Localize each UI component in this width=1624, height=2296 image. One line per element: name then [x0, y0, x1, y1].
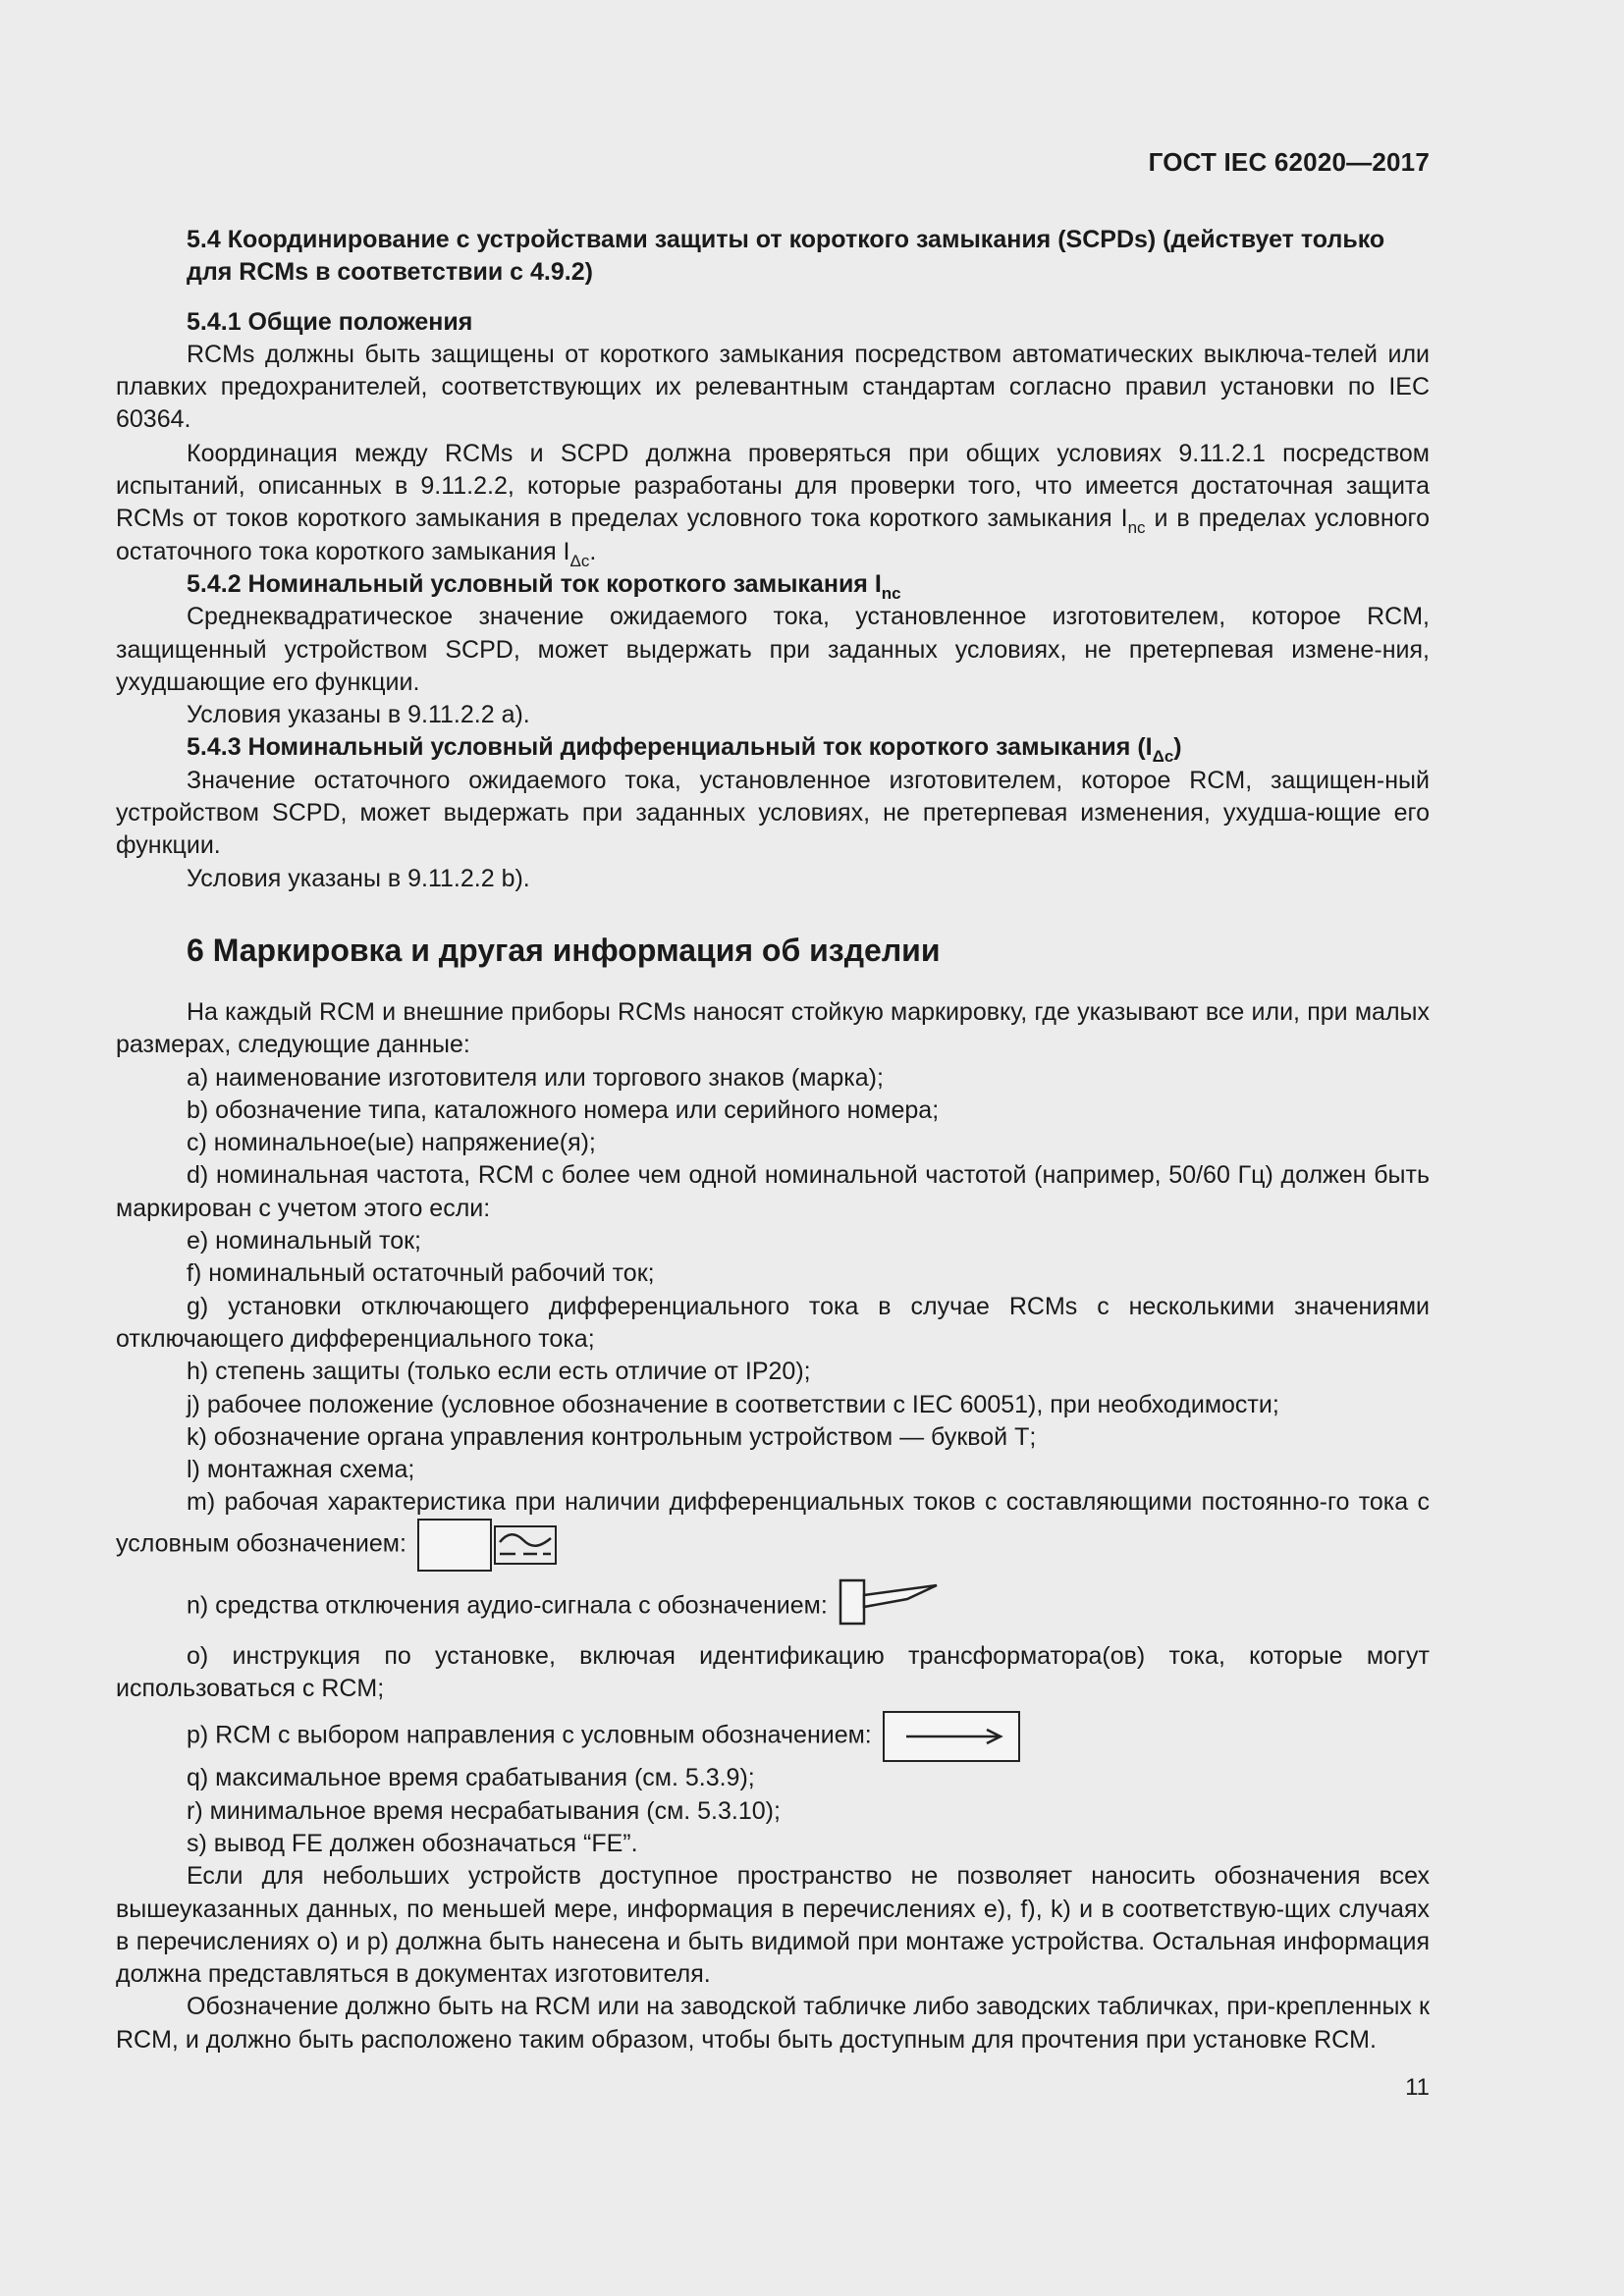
page-number: 11 — [1405, 2074, 1430, 2101]
section-5-4-1-para-2: Координация между RCMs и SCPD должна проверяться при общих условиях 9.11.2.1 посредством испытаний, описанных в 9.11.2.2, которые разработаны для проверки того, что имеется достаточная защита RCMs от токов короткого замыкания в пределах условного тока короткого замыкания $I_{nc}$ и в пределах условного остаточного тока короткого замыкания $I_{\Delta c}$. — [116, 439, 1431, 570]
section-5-4-1-title: 5.4.1 Общие положения — [187, 307, 473, 336]
list-item-p: p) RCM с выбором направления с условным обозначением: — [116, 1711, 1430, 1762]
section-5-4-2-para-1: Среднеквадратическое значение ожидаемого тока, установленное изготовителем, которое RCM, защищенный устройством SCPD, может выдержать при заданных условиях, не претерпевая измене-ния, ухудшающие его функции. — [116, 603, 1430, 696]
direction-arrow-symbol-icon — [883, 1711, 1020, 1762]
list-item-b: b) обозначение типа, каталожного номера или серийного номера; — [187, 1095, 940, 1124]
dc-component-symbol-icon — [417, 1519, 492, 1572]
section-5-4-2-para-2: Условия указаны в 9.11.2.2 а). — [187, 701, 530, 729]
list-item-g: g) установки отключающего дифференциального тока в случае RCMs с несколькими значениями отключающего дифференциального тока; — [116, 1292, 1430, 1353]
list-item-m: m) рабочая характеристика при наличии дифференциальных токов с составляющими постоянно-го тока с условным обозначением: — [116, 1486, 1430, 1572]
section-5-4 — [116, 224, 1430, 895]
section-5-4-1-para-1: RCMs должны быть защищены от короткого замыкания посредством автоматических выключа-телей или плавких предохранителей, соответствующих их релевантным стандартам согласно правил установки по IEC 60364. — [116, 340, 1430, 434]
list-item-k: k) обозначение органа управления контрольным устройством — буквой Т; — [187, 1422, 1037, 1451]
list-item-e: e) номинальный ток; — [187, 1227, 422, 1255]
audio-mute-symbol-icon — [839, 1577, 941, 1635]
list-item-q: q) максимальное время срабатывания (см. 5.3.9); — [187, 1764, 755, 1792]
section-5-4-3-para-1: Значение остаточного ожидаемого тока, установленное изготовителем, которое RCM, защищен-ный устройством SCPD, может выдержать при заданных условиях, не претерпевая изменения, ухудша-ющие его функции. — [116, 766, 1430, 860]
list-item-d: d) номинальная частота, RCM с более чем одной номинальной частотой (например, 50/60 Гц) должен быть маркирован с учетом этого если: — [116, 1161, 1430, 1222]
section-5-4-3-para-2: Условия указаны в 9.11.2.2 b). — [187, 864, 530, 892]
section-6-title: 6 Маркировка и другая информация об изделии — [187, 933, 941, 968]
section-6-para-2: Если для небольших устройств доступное пространство не позволяет наносить обозначения всех вышеуказанных данных, по меньшей мере, информация в перечислениях e), f), k) и в соответствую-щих случаях в перечислениях o) и p) должна быть нанесена и быть видимой при монтаже устройства. Остальная информация должна представляться в документах изготовителя. — [116, 1862, 1430, 1989]
list-item-s: s) вывод FE должен обозначаться “FE”. — [187, 1829, 638, 1857]
list-item-o: o) инструкция по установке, включая идентификацию трансформатора(ов) тока, которые могут использоваться с RCM; — [116, 1641, 1430, 1703]
document-header: ГОСТ IEC 62020—2017 — [1148, 147, 1430, 177]
list-item-c: c) номинальное(ые) напряжение(я); — [187, 1129, 596, 1157]
section-6-body — [116, 996, 1430, 2056]
section-6-para-3: Обозначение должно быть на RCM или на заводской табличке либо заводских табличках, при-крепленных к RCM, и должно быть расположено таким образом, чтобы быть доступным для прочтения при установке RCM. — [116, 1993, 1430, 2054]
list-item-r: r) минимальное время несрабатывания (см. 5.3.10); — [187, 1796, 781, 1825]
list-item-j: j) рабочее положение (условное обозначение в соответствии с IEC 60051), при необходимости; — [187, 1390, 1279, 1418]
list-item-a: a) наименование изготовителя или торгового знаков (марка); — [187, 1063, 884, 1092]
list-item-l: l) монтажная схема; — [187, 1456, 415, 1484]
list-item-f: f) номинальный остаточный рабочий ток; — [187, 1259, 655, 1288]
section-6-heading-wrap — [116, 934, 1430, 967]
section-6-intro: На каждый RCM и внешние приборы RCMs наносят стойкую маркировку, где указывают все или, при малых размерах, следующие данные: — [116, 998, 1430, 1059]
list-item-n: n) средства отключения аудио-сигнала с обозначением: — [116, 1577, 1430, 1635]
section-5-4-2-title: 5.4.2 Номинальный условный ток короткого замыкания $I_{nc}$ — [187, 569, 901, 603]
section-5-4-3-title: 5.4.3 Номинальный условный дифференциальный ток короткого замыкания $(I_{\Delta c})$ — [187, 733, 1182, 767]
list-item-h: h) степень защиты (только если есть отличие от IP20); — [187, 1358, 811, 1386]
section-5-4-title: 5.4 Координирование с устройствами защиты от короткого замыкания (SCPDs) (действует только для RCMs в соответствии с 4.9.2) — [187, 226, 1385, 287]
